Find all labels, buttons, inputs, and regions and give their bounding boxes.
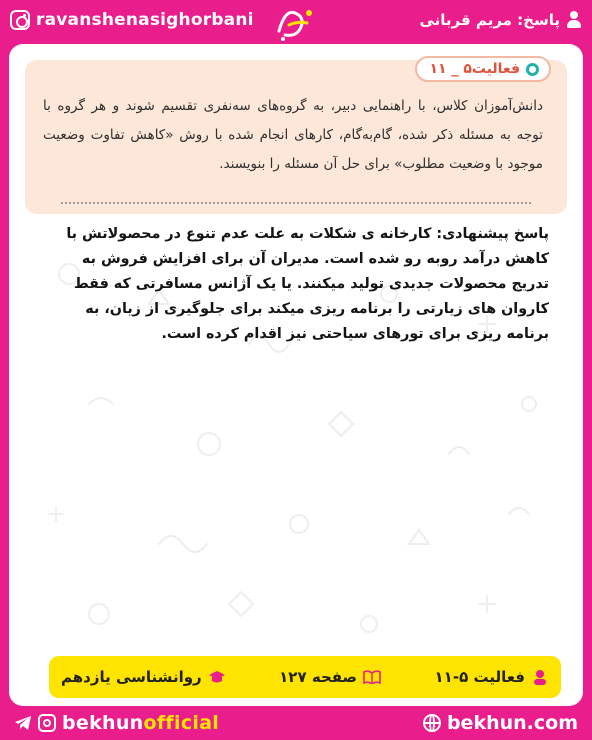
content-card <box>9 44 583 706</box>
website-link[interactable] <box>423 712 578 734</box>
footer-page-label: صفحه ۱۲۷ <box>279 668 358 686</box>
activity-question: دانش‌آموزان کلاس، با راهنمایی دبیر، به گروه‌های سه‌نفری تقسیم شوند و هر گروه با توجه به مسئله ذکر شده، گام‌به‌گام، کارهای انجام شده با روش «کاهش تفاوت وضعیت موجود با وضعیت مطلوب» برای حل آن مسئله را بنویسند. <box>43 98 543 172</box>
social-links[interactable] <box>14 712 219 734</box>
footer-activity <box>435 668 549 686</box>
bottom-bar <box>0 706 592 740</box>
instagram-handle: ravanshenasighorbani <box>36 10 254 30</box>
footer-activity-label: فعالیت ۵-۱۱ <box>434 668 525 686</box>
social-handle-accent: official <box>143 712 220 734</box>
globe-icon <box>423 714 441 732</box>
footer-page <box>279 668 381 686</box>
social-handle-brand: bekhun <box>62 712 144 734</box>
activity-tab <box>415 56 551 82</box>
student-icon <box>531 669 549 685</box>
footer-info-bar <box>49 656 561 698</box>
dotted-divider <box>61 202 531 204</box>
book-open-icon <box>363 669 381 685</box>
graduation-cap-icon <box>208 669 226 685</box>
footer-book <box>61 668 226 686</box>
answerer-info <box>419 11 582 29</box>
logo-mark-icon <box>271 3 317 43</box>
bullet-icon <box>526 63 539 76</box>
telegram-icon <box>14 714 32 732</box>
website-url: bekhun.com <box>446 712 578 734</box>
activity-box <box>25 60 567 214</box>
answerer-name: پاسخ: مریم قربانی <box>419 11 560 29</box>
footer-book-label: روانشناسی یازدهم <box>61 668 202 686</box>
bekhun-logo <box>270 2 318 44</box>
person-icon <box>566 11 582 29</box>
activity-label: فعالیت۵ _ ۱۱ <box>429 61 520 77</box>
instagram-icon <box>10 10 30 30</box>
instagram-link[interactable] <box>10 10 254 30</box>
social-handle <box>62 712 219 734</box>
suggested-answer: پاسخ پیشنهادی: کارخانه ی شکلات به علت عدم تنوع در محصولاتش با کاهش درآمد روبه رو شده است. مدیران آن برای افزایش فروش به تدریج محصولات جدیدی تولید میکنند. یا یک آژانس مسافرتی که فقط کاروان های زیارتی را برنامه ریزی میکند برای جلوگیری از زیان، به برنامه ریزی برای تورهای سیاحتی نیز اقدام کرده است. <box>66 226 549 342</box>
instagram-icon <box>38 714 56 732</box>
